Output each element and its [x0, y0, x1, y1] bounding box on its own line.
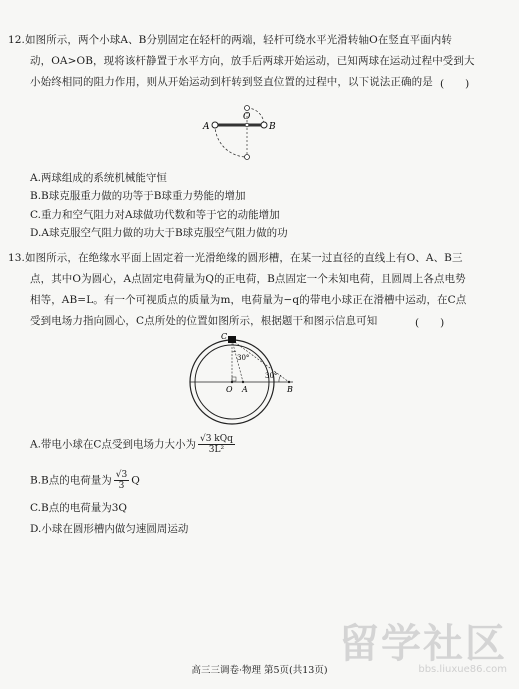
q12-line-3: 小始终相同的阻力作用，则从开始运动到杆转到竖直位置的过程中，以下说法正确的是 [30, 76, 433, 88]
q13-answer-bracket: ( ) [415, 317, 445, 329]
q13-point-o [231, 381, 233, 383]
q13-point-a [242, 381, 244, 383]
q12-answer-bracket: ( ) [440, 78, 470, 90]
q12-figure [195, 95, 295, 165]
q13-ball-c [228, 336, 236, 343]
q13-option-b-text: B.B点的电荷量为 [30, 474, 112, 487]
q13-option-b-numerator: √3 [115, 470, 128, 480]
q13-label-c: C [221, 332, 228, 341]
q13-option-d: D.小球在圆形槽内做匀速圆周运动 [30, 523, 189, 535]
q13-label-a: A [242, 385, 248, 394]
q13-label-b: B [287, 385, 293, 394]
q12-ball-b-top [245, 106, 250, 111]
q12-line-1: 12.如图所示，两个小球A、B分别固定在轻杆的两端，轻杆可绕水平光滑转轴O在竖直平面内转 [8, 34, 453, 46]
q12-label-a: A [203, 122, 210, 132]
q13-option-c: C.B点的电荷量为3Q [30, 502, 128, 514]
q13-option-b-fraction [114, 470, 129, 491]
q13-angle-label-2: 30° [265, 372, 278, 380]
q12-option-a: A.两球组成的系统机械能守恒 [30, 172, 167, 184]
watermark-logo-text: 留学社区 [339, 621, 507, 667]
q13-option-a-text: A.带电小球在C点受到电场力大小为 [30, 438, 196, 451]
q13-right-angle [232, 377, 236, 381]
q13-line-1: 13.如图所示，在绝缘水平面上固定着一光滑绝缘的圆形槽，在某一过直径的直线上有O、A、B三 [8, 252, 463, 264]
q13-point-b [288, 381, 290, 383]
q12-line-2: 动，OA>OB，现将该杆静置于水平方向，放手后两球开始运动，已知两球在运动过程中受到大 [30, 55, 475, 67]
q12-option-c: C.重力和空气阻力对A球做功代数和等于它的动能增加 [30, 209, 280, 221]
page-footer: 高三三调卷·物理 第5页(共13页) [191, 665, 328, 676]
watermark [339, 621, 507, 675]
watermark-url: bbs.liuxue86.com [418, 664, 507, 675]
q12-option-b: B.B球克服重力做的功等于B球重力势能的增加 [30, 190, 246, 202]
q13-line-4: 受到电场力指向圆心，C点所处的位置如图所示，根据题干和图示信息可知 [30, 315, 378, 327]
q12-ball-b [261, 122, 267, 128]
q12-ball-a [212, 122, 218, 128]
q13-option-b-suffix: Q [131, 474, 140, 487]
q13-option-a-denominator: 3L² [208, 445, 225, 455]
q13-option-a [30, 434, 237, 455]
q13-figure [185, 330, 310, 430]
q13-option-b-denominator: 3 [118, 481, 125, 491]
q13-line-3: 相等，AB=L。有一个可视质点的质量为m，电荷量为−q的带电小球正在滑槽中运动，在C点 [30, 294, 467, 306]
q12-label-o: O [243, 112, 251, 122]
q13-option-a-fraction [198, 434, 235, 455]
q13-label-o: O [226, 385, 233, 394]
q12-label-b: B [269, 122, 276, 132]
q13-angle-label-1: 30° [237, 354, 250, 362]
q12-pivot [245, 123, 249, 127]
q12-dashed-arc [215, 125, 247, 157]
q13-line-2: 点，其中O为圆心，A点固定电荷量为Q的正电荷，B点固定一个未知电荷，且圆周上各点电势 [30, 273, 466, 285]
q13-option-b [30, 470, 140, 491]
q12-option-d: D.A球克服空气阻力做的功大于B球克服空气阻力做的功 [30, 227, 288, 239]
q13-option-a-numerator: √3 kQq [199, 434, 233, 444]
q12-ball-a-bottom [245, 155, 250, 160]
q12-rod [215, 124, 264, 127]
